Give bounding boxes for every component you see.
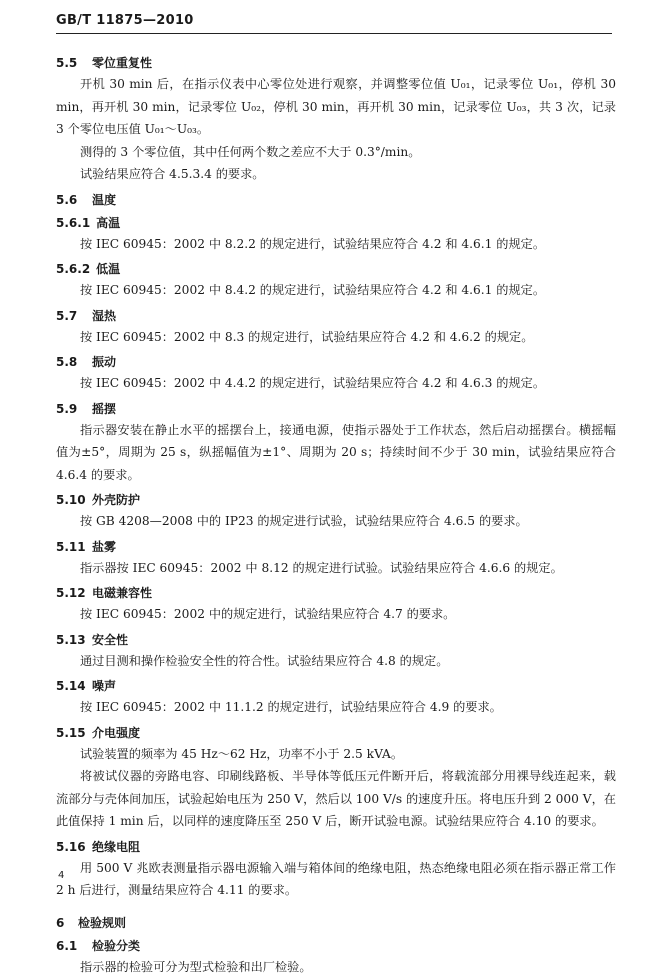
section-number: 5.11 [56,538,86,556]
section-paragraph: 按 IEC 60945：2002 中 8.2.2 的规定进行，试验结果应符合 4.2 和 4.6.1 的规定。 [56,233,616,256]
section-paragraph: 按 IEC 60945：2002 中 4.4.2 的规定进行，试验结果应符合 4.2 和 4.6.3 的规定。 [56,372,616,395]
page-number: 4 [58,870,64,881]
section-paragraph: 按 GB 4208—2008 中的 IP23 的规定进行试验，试验结果应符合 4.6.5 的要求。 [56,510,616,533]
section-heading-s5_16 [56,838,616,856]
section-title: 温度 [92,193,116,207]
section-number: 5.6.1 [56,214,90,232]
section-heading-s6 [56,914,616,932]
section-paragraph: 指示器安装在静止水平的摇摆台上，接通电源，使指示器处于工作状态，然后启动摇摆台。横摇幅值为±5°，周期为 25 s，纵摇幅值为±1°、周期为 20 s；持续时间不少于 30 min，试验结果应符合 4.6.4 的要求。 [56,419,616,487]
section-title: 安全性 [92,633,128,647]
section-title: 噪声 [92,679,116,693]
section-heading-s5_7 [56,307,616,325]
section-number: 5.5 [56,54,86,72]
section-title: 检验规则 [78,916,126,930]
section-number: 5.10 [56,491,86,509]
section-paragraph: 开机 30 min 后，在指示仪表中心零位处进行观察，并调整零位值 U₀₁，记录零位 U₀₁，停机 30 min，再开机 30 min，记录零位 U₀₂，停机 30 min，再开机 30 min，记录零位 U₀₃，共 3 次，记录 3 个零位电压值 U₀₁～U₀₃。 [56,73,616,141]
section-number: 5.8 [56,353,86,371]
section-number: 6.1 [56,937,86,955]
section-title: 湿热 [92,309,116,323]
section-paragraph: 指示器按 IEC 60945：2002 中 8.12 的规定进行试验。试验结果应符合 4.6.6 的规定。 [56,557,616,580]
section-heading-s5_9 [56,400,616,418]
section-title: 绝缘电阻 [92,840,140,854]
section-number: 5.16 [56,838,86,856]
section-heading-s5_12 [56,584,616,602]
section-title: 摇摆 [92,402,116,416]
section-paragraph: 按 IEC 60945：2002 中 8.4.2 的规定进行，试验结果应符合 4.2 和 4.6.1 的规定。 [56,279,616,302]
section-heading-s5_13 [56,631,616,649]
section-paragraph: 将被试仪器的旁路电容、印刷线路板、半导体等低压元件断开后，将载流部分用裸导线连起来，载流部分与壳体间加压，试验起始电压为 250 V，然后以 100 V/s 的速度升压。将电压升到 2 000 V，在此值保持 1 min 后，以同样的速度降压至 250 V 后，断开试验电源。试验结果应符合 4.10 的要求。 [56,765,616,833]
section-paragraph: 试验结果应符合 4.5.3.4 的要求。 [56,163,616,186]
section-heading-s5_10 [56,491,616,509]
section-number: 5.6.2 [56,260,90,278]
document-body [56,49,616,978]
section-title: 低温 [96,262,120,276]
section-title: 检验分类 [92,939,140,953]
section-heading-s5_6 [56,191,616,209]
section-heading-s5_14 [56,677,616,695]
section-paragraph: 按 IEC 60945：2002 中 11.1.2 的规定进行，试验结果应符合 4.9 的要求。 [56,696,616,719]
section-paragraph: 测得的 3 个零位值，其中任何两个数之差应不大于 0.3°/min。 [56,141,616,164]
section-heading-s6_1 [56,937,616,955]
section-paragraph: 用 500 V 兆欧表测量指示器电源输入端与箱体间的绝缘电阻，热态绝缘电阻必须在指示器正常工作 2 h 后进行，测量结果应符合 4.11 的要求。 [56,857,616,902]
section-number: 5.14 [56,677,86,695]
section-number: 5.15 [56,724,86,742]
section-title: 零位重复性 [92,56,152,70]
section-paragraph: 按 IEC 60945：2002 中的规定进行，试验结果应符合 4.7 的要求。 [56,603,616,626]
section-paragraph: 试验装置的频率为 45 Hz～62 Hz，功率不小于 2.5 kVA。 [56,743,616,766]
header-rule [56,33,612,34]
section-number: 5.6 [56,191,86,209]
section-heading-s5_5 [56,54,616,72]
section-number: 5.13 [56,631,86,649]
section-heading-s5_11 [56,538,616,556]
section-number: 6 [56,914,72,932]
section-title: 盐雾 [92,540,116,554]
section-number: 5.9 [56,400,86,418]
section-title: 介电强度 [92,726,140,740]
section-heading-s5_6_1 [56,214,616,232]
section-paragraph: 通过目测和操作检验安全性的符合性。试验结果应符合 4.8 的规定。 [56,650,616,673]
section-paragraph: 指示器的检验可分为型式检验和出厂检验。 [56,956,616,978]
section-title: 外壳防护 [92,493,140,507]
section-number: 5.7 [56,307,86,325]
standard-code: GB/T 11875—2010 [56,13,194,28]
section-heading-s5_6_2 [56,260,616,278]
section-paragraph: 按 IEC 60945：2002 中 8.3 的规定进行，试验结果应符合 4.2 和 4.6.2 的规定。 [56,326,616,349]
section-number: 5.12 [56,584,86,602]
section-title: 电磁兼容性 [92,586,152,600]
section-title: 高温 [96,216,120,230]
section-heading-s5_8 [56,353,616,371]
section-heading-s5_15 [56,724,616,742]
section-title: 振动 [92,355,116,369]
